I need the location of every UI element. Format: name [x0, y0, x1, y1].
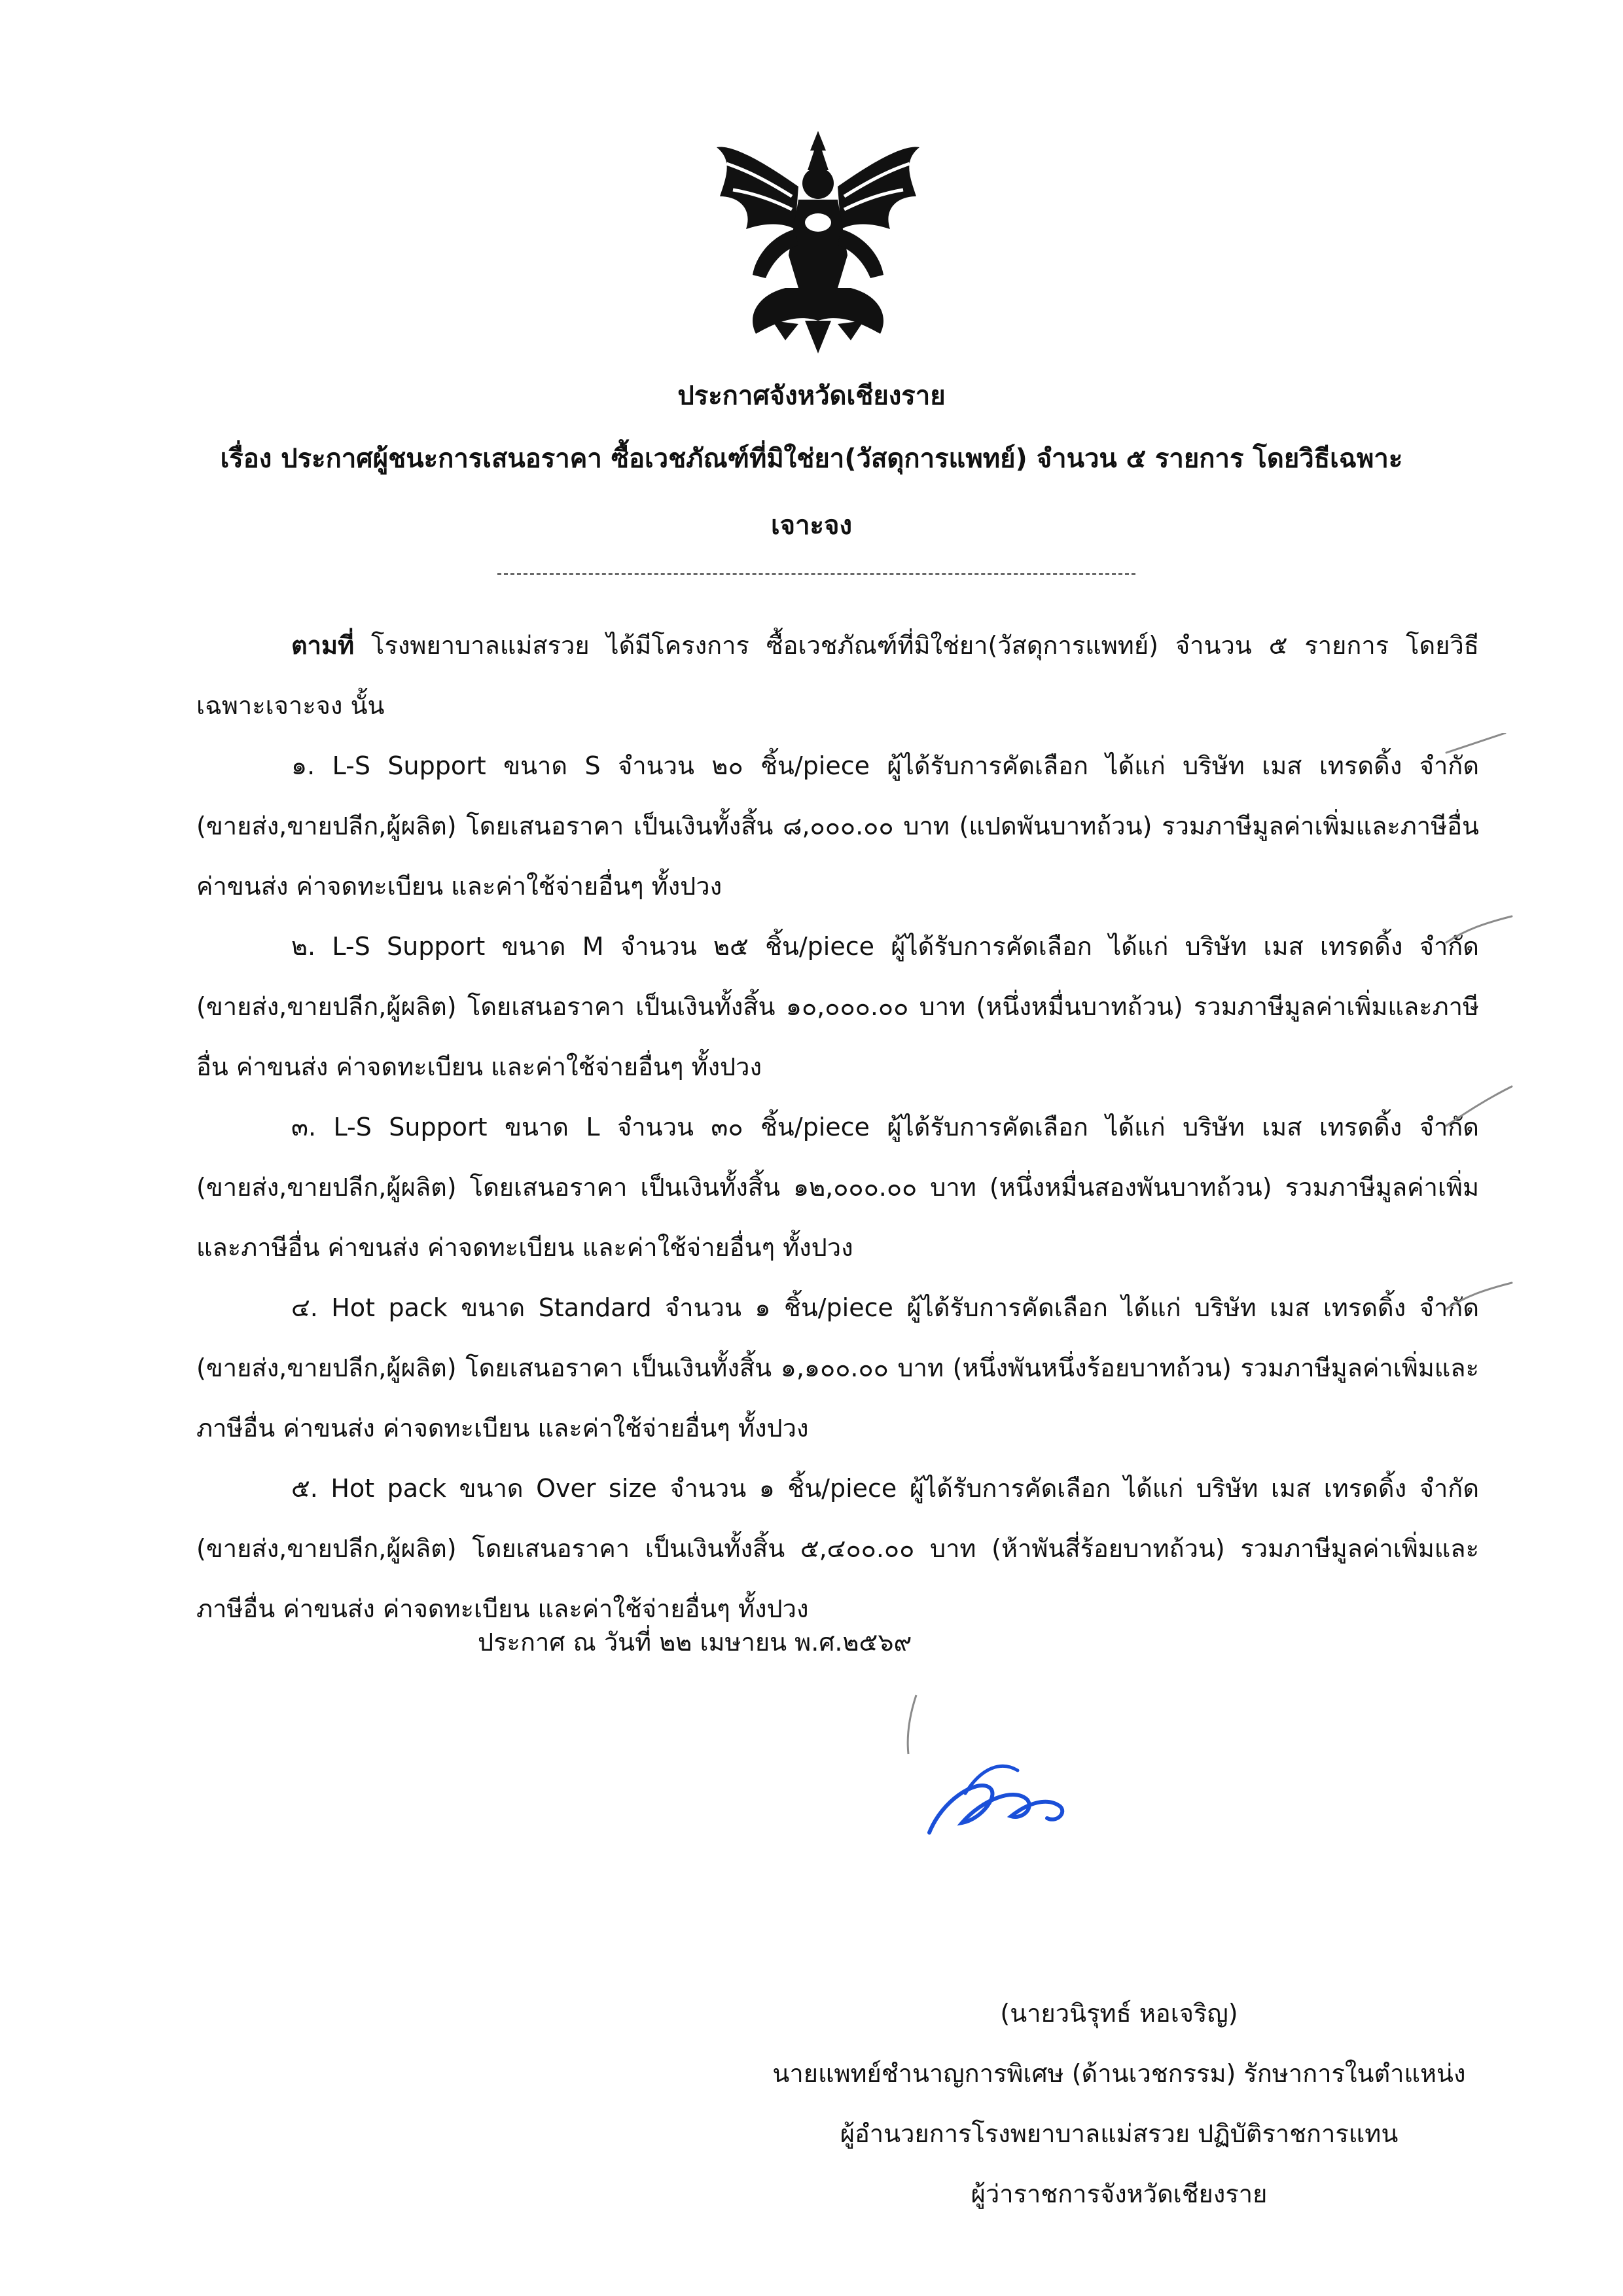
subject-line-2: เจาะจง	[770, 511, 853, 541]
announcement-agency: ประกาศจังหวัดเชียงราย	[677, 381, 946, 411]
signatory-block	[687, 1983, 1551, 2224]
item-paragraph: ๔. Hot pack ขนาด Standard จำนวน ๑ ชิ้น/piece ผู้ได้รับการคัดเลือก ได้แก่ บริษัท เมส เทรดดิ้ง จำกัด (ขายส่ง,ขายปลีก,ผู้ผลิต) โดยเสนอราคา เป็นเงินทั้งสิ้น ๑,๑๐๐.๐๐ บาท (หนึ่งพันหนึ่งร้อยบาทถ้วน) รวมภาษีมูลค่าเพิ่มและภาษีอื่น ค่าขนส่ง ค่าจดทะเบียน และค่าใช้จ่ายอื่นๆ ทั้งปวง	[196, 1293, 1479, 1443]
announcement-body	[196, 615, 1479, 1639]
signatory-position-2: ผู้อำนวยการโรงพยาบาลแม่สรวย ปฏิบัติราชการแทน	[840, 2119, 1399, 2148]
item-paragraph: ๓. L-S Support ขนาด L จำนวน ๓๐ ชิ้น/piece ผู้ได้รับการคัดเลือก ได้แก่ บริษัท เมส เทรดดิ้ง จำกัด (ขายส่ง,ขายปลีก,ผู้ผลิต) โดยเสนอราคา เป็นเงินทั้งสิ้น ๑๒,๐๐๐.๐๐ บาท (หนึ่งหมื่นสองพันบาทถ้วน) รวมภาษีมูลค่าเพิ่มและภาษีอื่น ค่าขนส่ง ค่าจดทะเบียน และค่าใช้จ่ายอื่นๆ ทั้งปวง	[196, 1113, 1479, 1262]
signatory-position-1: นายแพทย์ชำนาญการพิเศษ (ด้านเวชกรรม) รักษาการในตำแหน่ง	[772, 2059, 1466, 2088]
dashed-divider	[497, 573, 1135, 575]
handwritten-signature	[903, 1689, 1099, 1852]
signatory-name: (นายวนิรุทธ์ หอเจริญ)	[1000, 1999, 1238, 2028]
garuda-emblem-icon	[707, 124, 929, 357]
pencil-check-marks	[1440, 733, 1518, 1662]
intro-paragraph	[196, 615, 1479, 736]
item-paragraph: ๕. Hot pack ขนาด Over size จำนวน ๑ ชิ้น/piece ผู้ได้รับการคัดเลือก ได้แก่ บริษัท เมส เทรดดิ้ง จำกัด (ขายส่ง,ขายปลีก,ผู้ผลิต) โดยเสนอราคา เป็นเงินทั้งสิ้น ๕,๔๐๐.๐๐ บาท (ห้าพันสี่ร้อยบาทถ้วน) รวมภาษีมูลค่าเพิ่มและภาษีอื่น ค่าขนส่ง ค่าจดทะเบียน และค่าใช้จ่ายอื่นๆ ทั้งปวง	[196, 1474, 1479, 1623]
item-paragraph: ๑. L-S Support ขนาด S จำนวน ๒๐ ชิ้น/piece ผู้ได้รับการคัดเลือก ได้แก่ บริษัท เมส เทรดดิ้ง จำกัด (ขายส่ง,ขายปลีก,ผู้ผลิต) โดยเสนอราคา เป็นเงินทั้งสิ้น ๘,๐๐๐.๐๐ บาท (แปดพันบาทถ้วน) รวมภาษีมูลค่าเพิ่มและภาษีอื่น ค่าขนส่ง ค่าจดทะเบียน และค่าใช้จ่ายอื่นๆ ทั้งปวง	[196, 751, 1479, 901]
intro-lead: ตามที่	[291, 631, 355, 660]
signatory-position-3: ผู้ว่าราชการจังหวัดเชียงราย	[971, 2179, 1268, 2208]
subject-line-1: เรื่อง ประกาศผู้ชนะการเสนอราคา ซื้อเวชภัณฑ์ที่มิใช่ยา(วัสดุการแพทย์) จำนวน ๕ รายการ โดยวิธีเฉพาะ	[220, 444, 1403, 474]
announcement-date: ประกาศ ณ วันที่ ๒๒ เมษายน พ.ศ.๒๕๖๙	[478, 1628, 912, 1657]
intro-text: โรงพยาบาลแม่สรวย ได้มีโครงการ ซื้อเวชภัณฑ์ที่มิใช่ยา(วัสดุการแพทย์) จำนวน ๕ รายการ โดยวิธีเฉพาะเจาะจง นั้น	[196, 631, 1479, 720]
item-paragraph: ๒. L-S Support ขนาด M จำนวน ๒๕ ชิ้น/piece ผู้ได้รับการคัดเลือก ได้แก่ บริษัท เมส เทรดดิ้ง จำกัด (ขายส่ง,ขายปลีก,ผู้ผลิต) โดยเสนอราคา เป็นเงินทั้งสิ้น ๑๐,๐๐๐.๐๐ บาท (หนึ่งหมื่นบาทถ้วน) รวมภาษีมูลค่าเพิ่มและภาษีอื่น ค่าขนส่ง ค่าจดทะเบียน และค่าใช้จ่ายอื่นๆ ทั้งปวง	[196, 932, 1479, 1081]
